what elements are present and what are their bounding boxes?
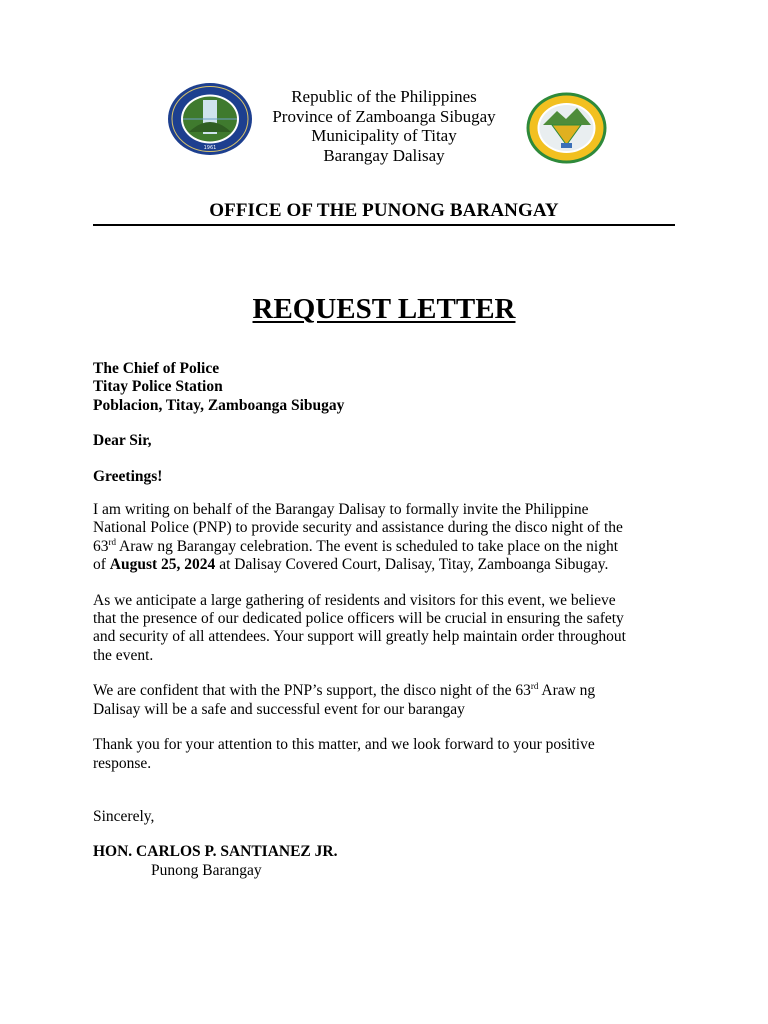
text-line: the event. — [93, 646, 154, 664]
text-fragment: at Dalisay Covered Court, Dalisay, Titay, Zamboanga Sibugay. — [215, 556, 609, 574]
recipient-line: Poblacion, Titay, Zamboanga Sibugay — [93, 396, 345, 414]
header-divider — [93, 224, 675, 226]
ordinal-suffix: rd — [108, 536, 116, 547]
paragraph-confidence — [93, 682, 683, 719]
closing: Sincerely, — [93, 807, 155, 825]
recipient-line: The Chief of Police — [93, 360, 220, 377]
text-line — [93, 682, 683, 700]
signer-name: HON. CARLOS P. SANTIANEZ JR. — [93, 843, 338, 861]
svg-text:1961: 1961 — [203, 145, 217, 151]
text-fragment: Araw ng Barangay celebration. The event is scheduled to take place on the night — [116, 537, 619, 555]
letter-body — [93, 360, 683, 880]
text-fragment: Araw ng — [538, 682, 596, 700]
text-fragment: of — [93, 556, 110, 574]
text-line: and security of all attendees. Your support will greatly help maintain order throughout — [93, 628, 626, 646]
header-line-barangay: Barangay Dalisay — [323, 145, 445, 165]
bayan-ng-titay-seal-icon — [525, 91, 608, 165]
header-line-republic: Republic of the Philippines — [291, 87, 477, 106]
ordinal-number: 63 — [93, 537, 109, 555]
event-date: August 25, 2024 — [109, 556, 216, 574]
salutation: Dear Sir, — [93, 432, 152, 450]
paragraph-invitation — [93, 501, 683, 575]
office-heading: OFFICE OF THE PUNONG BARANGAY — [209, 200, 559, 221]
paragraph-reason — [93, 592, 683, 666]
text-line: that the presence of our dedicated police officers will be crucial in ensuring the safety — [93, 610, 624, 628]
paragraph-thanks — [93, 736, 683, 773]
government-header — [234, 87, 534, 165]
header-line-municipality: Municipality of Titay — [311, 126, 457, 146]
text-line — [93, 538, 683, 556]
text-line: Dalisay will be a safe and successful event for our barangay — [93, 700, 465, 718]
text-line — [93, 556, 683, 574]
greeting: Greetings! — [93, 467, 163, 485]
text-line: As we anticipate a large gathering of residents and visitors for this event, we believe — [93, 591, 616, 609]
text-line: National Police (PNP) to provide security and assistance during the disco night of the — [93, 519, 623, 537]
signer-position: Punong Barangay — [151, 861, 262, 879]
ordinal-suffix: rd — [530, 681, 539, 692]
header-line-province: Province of Zamboanga Sibugay — [272, 106, 496, 126]
text-fragment: We are confident that with the PNP’s support, the disco night of the 63 — [93, 682, 531, 700]
text-line: I am writing on behalf of the Barangay Dalisay to formally invite the Philippine — [93, 501, 589, 519]
text-line: Thank you for your attention to this matter, and we look forward to your positive — [93, 736, 595, 754]
text-line: response. — [93, 754, 152, 772]
recipient-block — [93, 360, 683, 415]
recipient-line: Titay Police Station — [93, 378, 223, 396]
letter-title: REQUEST LETTER — [252, 293, 516, 325]
